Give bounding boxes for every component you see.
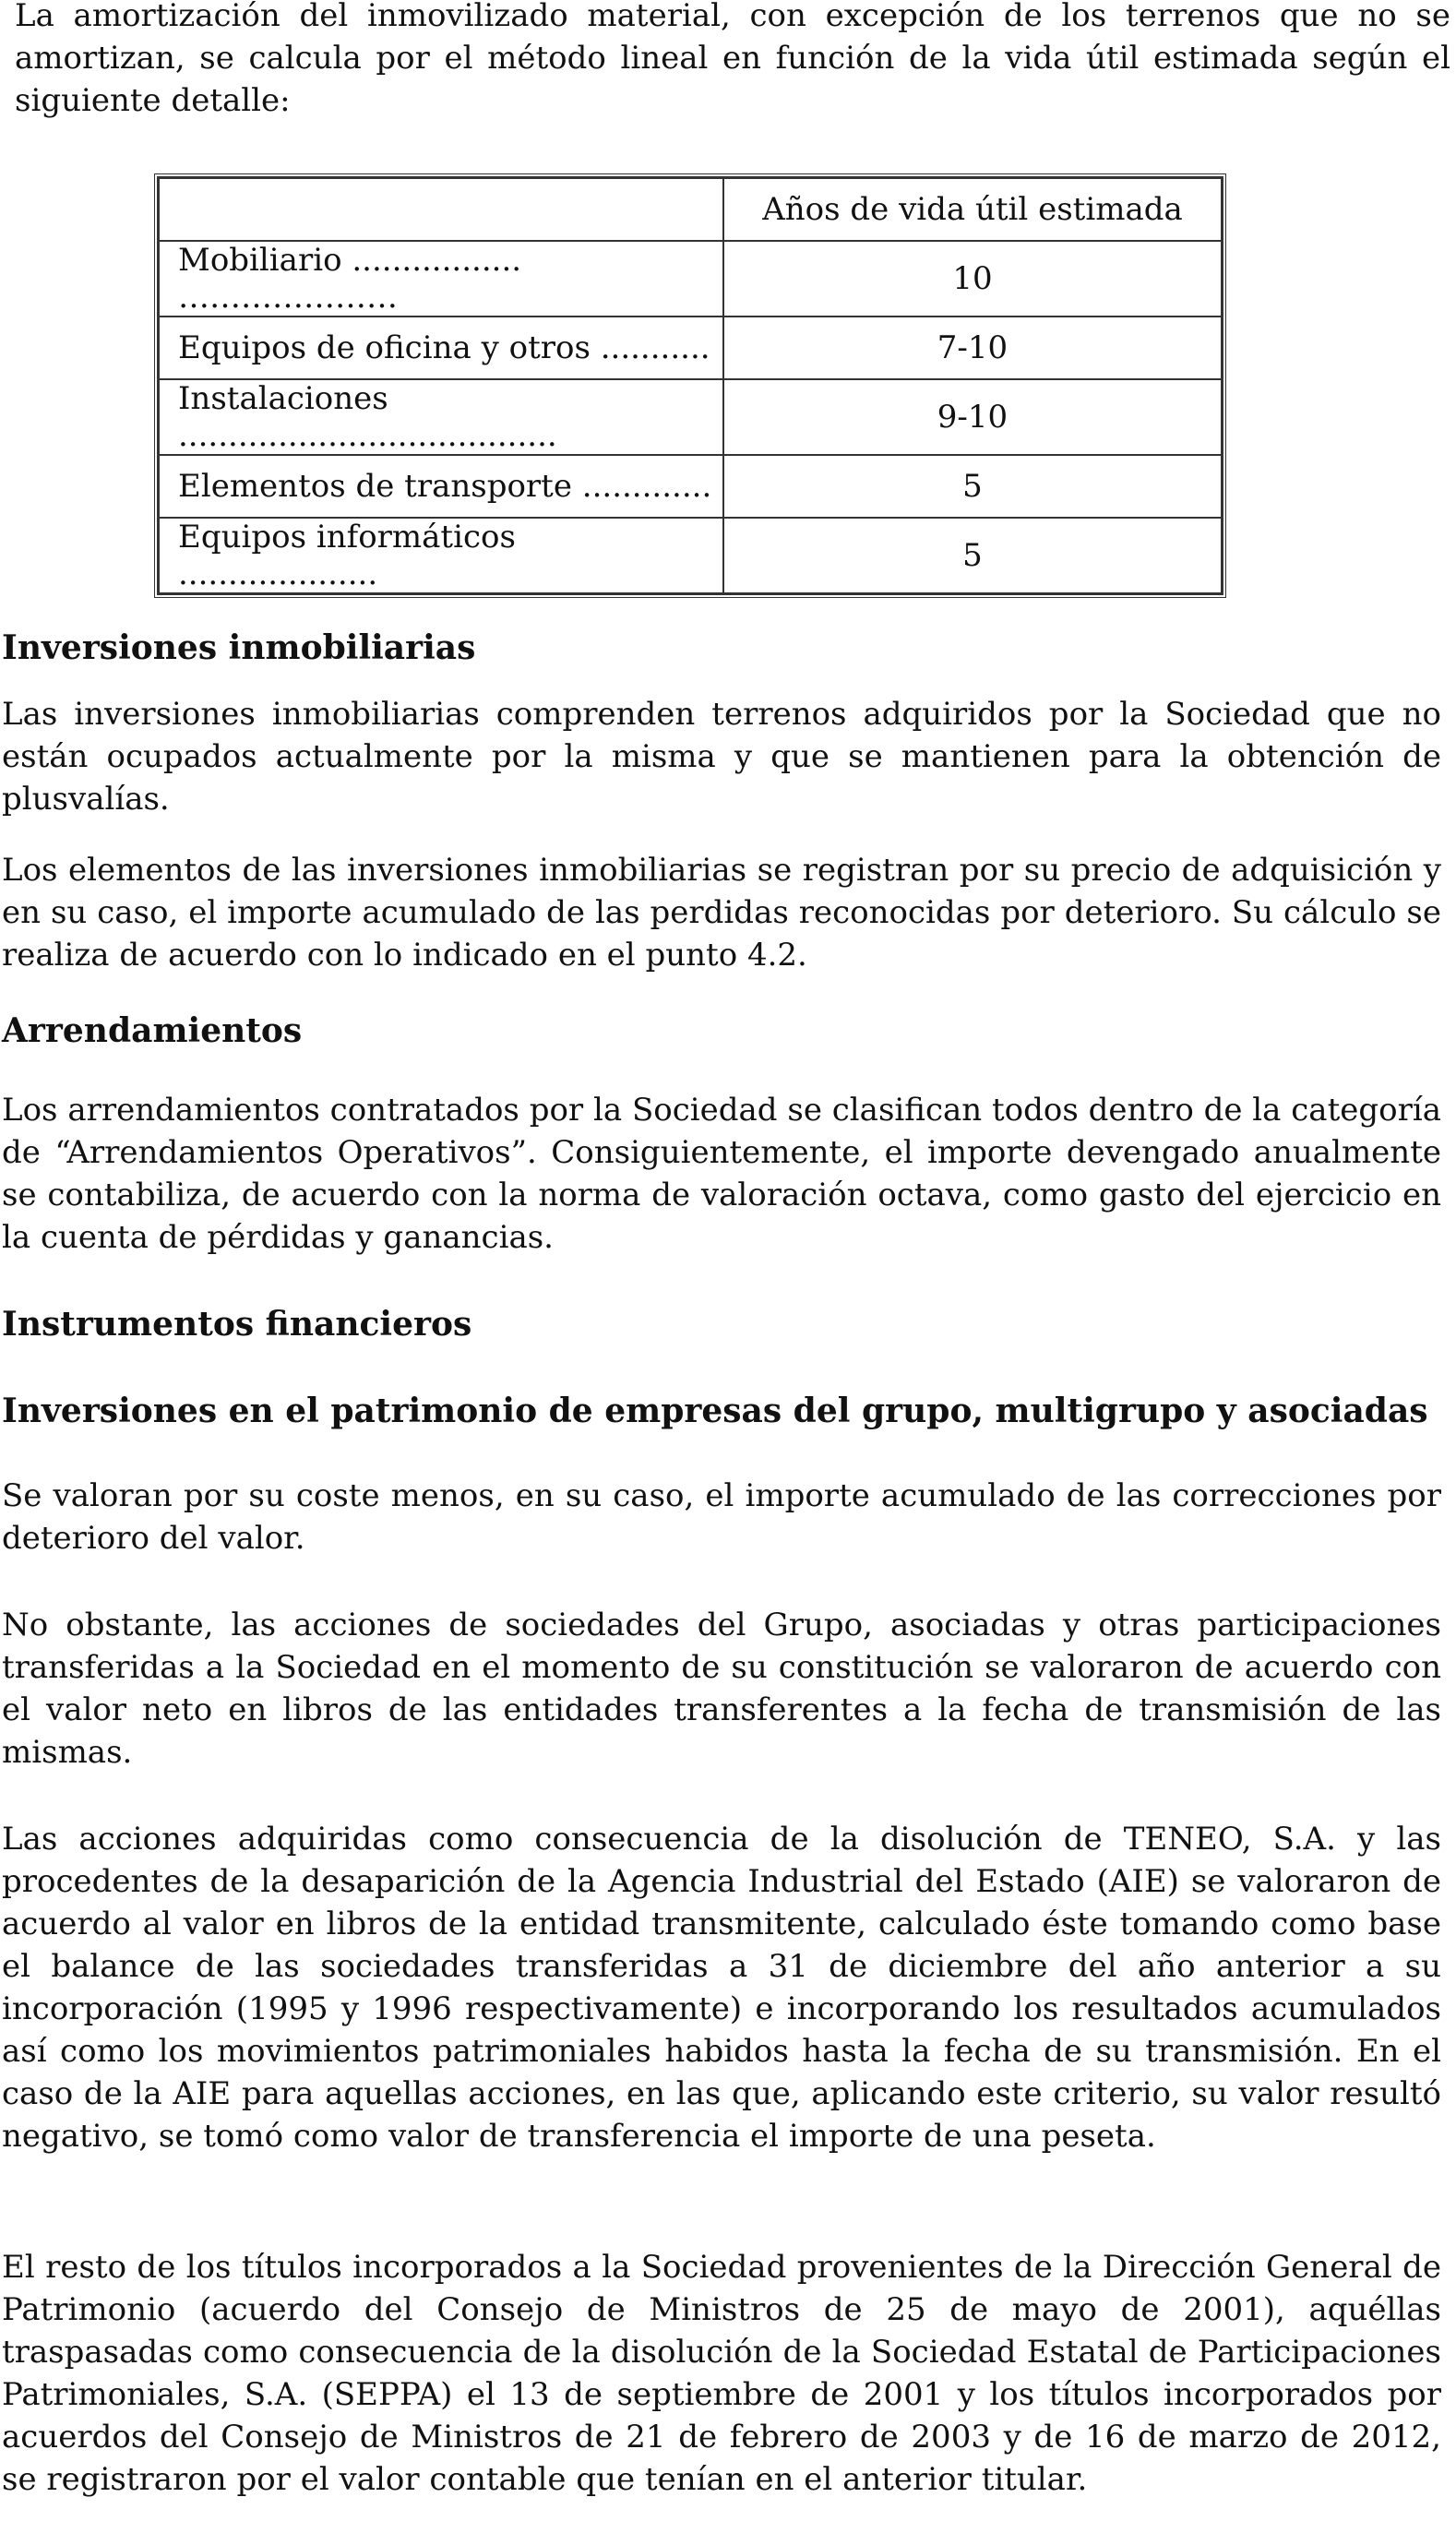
table-row xyxy=(159,379,1222,455)
table-row-value: 5 xyxy=(723,455,1222,518)
useful-life-table-grid xyxy=(158,177,1223,594)
useful-life-table xyxy=(154,173,1226,598)
paragraph-inversiones-2: Los elementos de las inversiones inmobiliarias se registran por su precio de adquisición y en su caso, el importe acumulado de las perdidas reconocidas por deterioro. Su cálculo se realiza de acuerdo con lo indicado en el punto 4.2. xyxy=(2,852,1441,974)
table-header-empty xyxy=(159,178,723,241)
paragraph-instrumentos-2: No obstante, las acciones de sociedades del Grupo, asociadas y otras participaciones transferidas a la Sociedad en el momento de su constitución se valoraron de acuerdo con el valor neto en libros de las entidades transferentes a la fecha de transmisión de las mismas. xyxy=(2,1607,1441,1771)
paragraph-instrumentos-4: El resto de los títulos incorporados a la Sociedad provenientes de la Dirección General de Patrimonio (acuerdo del Consejo de Ministros de 25 de mayo de 2001), aquéllas traspasadas como consecuencia de la disolución de la Sociedad Estatal de Participaciones Patrimoniales, S.A. (SEPPA) el 13 de septiembre de 2001 y los títulos incorporados por acuerdos del Consejo de Ministros de 21 de febrero de 2003 y de 16 de marzo de 2012, se registraron por el valor contable que tenían en el anterior titular. xyxy=(2,2249,1441,2498)
table-row xyxy=(159,455,1222,518)
table-row-label: Equipos de oficina y otros ........... xyxy=(159,317,723,379)
table-row-value: 7-10 xyxy=(723,317,1222,379)
paragraph-instrumentos-3: Las acciones adquiridas como consecuencia de la disolución de TENEO, S.A. y las procedentes de la desaparición de la Agencia Industrial del Estado (AIE) se valoraron de acuerdo al valor en libros de la entidad transmitente, calculado éste tomando como base el balance de las sociedades transferidas a 31 de diciembre del año anterior a su incorporación (1995 y 1996 respectivamente) e incorporando los resultados acumulados así como los movimientos patrimoniales habidos hasta la fecha de su transmisión. En el caso de la AIE para aquellas acciones, en las que, aplicando este criterio, su valor resultó negativo, se tomó como valor de transferencia el importe de una peseta. xyxy=(2,1821,1441,2155)
table-header-years: Años de vida útil estimada xyxy=(723,178,1222,241)
table-row-value: 9-10 xyxy=(723,379,1222,455)
paragraph-inversiones-1: Las inversiones inmobiliarias comprenden terrenos adquiridos por la Sociedad que no están ocupados actualmente por la misma y que se mantienen para la obtención de plusvalías. xyxy=(2,696,1441,818)
heading-inversiones-inmobiliarias: Inversiones inmobiliarias xyxy=(2,628,476,667)
table-row-label: Equipos informáticos .................... xyxy=(159,518,723,593)
paragraph-arrendamientos: Los arrendamientos contratados por la Sociedad se clasifican todos dentro de la categoría de “Arrendamientos Operativos”. Consiguientemente, el importe devengado anualmente se contabiliza, de acuerdo con la norma de valoración octava, como gasto del ejercicio en la cuenta de pérdidas y ganancias. xyxy=(2,1092,1441,1256)
table-row xyxy=(159,241,1222,317)
paragraph-instrumentos-1: Se valoran por su coste menos, en su caso, el importe acumulado de las correcciones por deterioro del valor. xyxy=(2,1477,1441,1557)
heading-inversiones-patrimonio: Inversiones en el patrimonio de empresas del grupo, multigrupo y asociadas xyxy=(2,1392,1428,1430)
table-row-value: 5 xyxy=(723,518,1222,593)
table-row xyxy=(159,317,1222,379)
heading-arrendamientos: Arrendamientos xyxy=(2,1011,303,1050)
table-row-label: Mobiliario ................. ………………… xyxy=(159,241,723,317)
table-row xyxy=(159,518,1222,593)
table-row-label: Instalaciones ...................................... xyxy=(159,379,723,455)
table-header-row xyxy=(159,178,1222,241)
intro-paragraph: La amortización del inmovilizado material, con excepción de los terrenos que no se amortizan, se calcula por el método lineal en función de la vida útil estimada según el siguiente detalle: xyxy=(15,0,1450,119)
table-row-value: 10 xyxy=(723,241,1222,317)
table-row-label: Elementos de transporte ............. xyxy=(159,455,723,518)
heading-instrumentos-financieros: Instrumentos financieros xyxy=(2,1305,472,1344)
